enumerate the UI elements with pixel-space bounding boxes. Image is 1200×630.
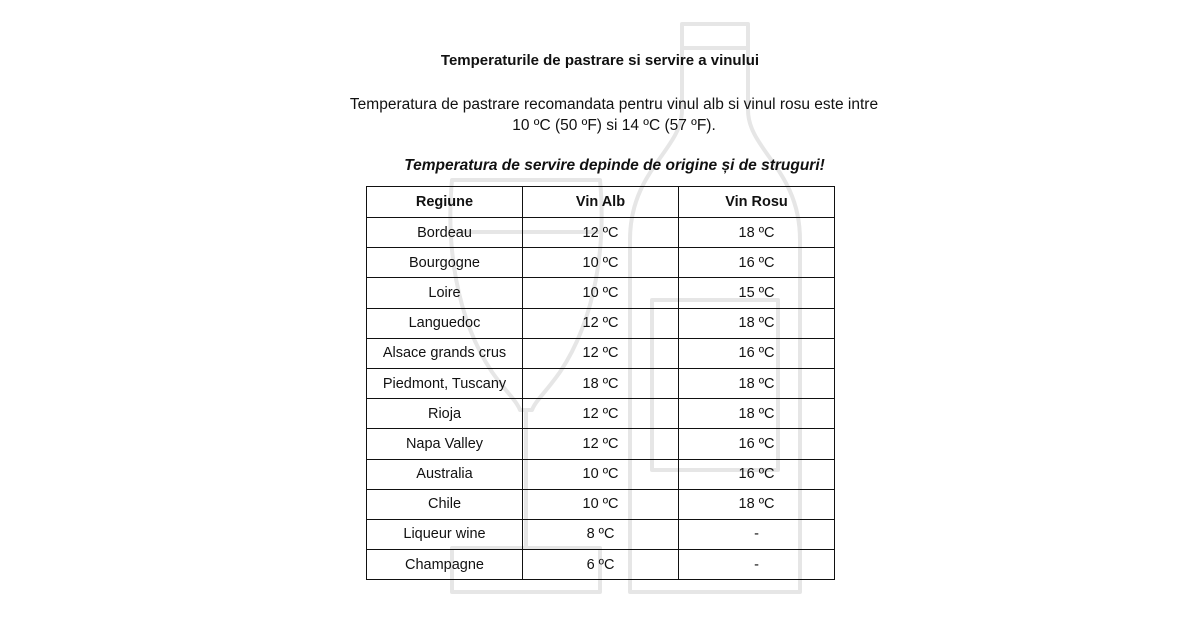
cell-white-wine: 12 ºC: [523, 218, 679, 248]
table-row: [367, 399, 835, 429]
subtitle: Temperatura de servire depinde de origine și de struguri!: [404, 157, 825, 174]
table-row: [367, 429, 835, 459]
cell-red-wine: 16 ºC: [679, 248, 835, 278]
cell-red-wine: 15 ºC: [679, 278, 835, 308]
cell-red-wine: 16 ºC: [679, 429, 835, 459]
cell-white-wine: 10 ºC: [523, 278, 679, 308]
header-red-wine: Vin Rosu: [679, 187, 835, 218]
cell-region: Piedmont, Tuscany: [367, 368, 523, 398]
table-row: [367, 248, 835, 278]
cell-region: Alsace grands crus: [367, 338, 523, 368]
table-row: [367, 308, 835, 338]
table-row: [367, 519, 835, 549]
cell-white-wine: 8 ºC: [523, 519, 679, 549]
table-row: [367, 550, 835, 580]
table-row: [367, 338, 835, 368]
cell-white-wine: 12 ºC: [523, 338, 679, 368]
cell-red-wine: 18 ºC: [679, 368, 835, 398]
cell-region: Bourgogne: [367, 248, 523, 278]
table-header-row: [367, 187, 835, 218]
cell-red-wine: 18 ºC: [679, 489, 835, 519]
cell-red-wine: 18 ºC: [679, 399, 835, 429]
table-row: [367, 278, 835, 308]
cell-region: Champagne: [367, 550, 523, 580]
table-row: [367, 459, 835, 489]
cell-red-wine: -: [679, 519, 835, 549]
page-title: Temperaturile de pastrare si servire a vinului: [440, 52, 760, 69]
cell-white-wine: 10 ºC: [523, 459, 679, 489]
cell-white-wine: 6 ºC: [523, 550, 679, 580]
cell-region: Napa Valley: [367, 429, 523, 459]
header-region: Regiune: [367, 187, 523, 218]
intro-text: Temperatura de pastrare recomandata pentru vinul alb si vinul rosu este intre 10 ºC (50 ºF) si 14 ºC (57 ºF).: [349, 96, 879, 134]
cell-region: Bordeau: [367, 218, 523, 248]
table-row: [367, 218, 835, 248]
cell-region: Rioja: [367, 399, 523, 429]
cell-red-wine: -: [679, 550, 835, 580]
cell-white-wine: 12 ºC: [523, 308, 679, 338]
cell-white-wine: 12 ºC: [523, 399, 679, 429]
cell-region: Loire: [367, 278, 523, 308]
temperature-table: [366, 186, 835, 580]
cell-region: Chile: [367, 489, 523, 519]
cell-red-wine: 16 ºC: [679, 459, 835, 489]
cell-red-wine: 16 ºC: [679, 338, 835, 368]
cell-region: Languedoc: [367, 308, 523, 338]
cell-white-wine: 10 ºC: [523, 248, 679, 278]
table-row: [367, 489, 835, 519]
cell-region: Liqueur wine: [367, 519, 523, 549]
cell-region: Australia: [367, 459, 523, 489]
cell-red-wine: 18 ºC: [679, 308, 835, 338]
cell-white-wine: 12 ºC: [523, 429, 679, 459]
cell-white-wine: 10 ºC: [523, 489, 679, 519]
header-white-wine: Vin Alb: [523, 187, 679, 218]
table-row: [367, 368, 835, 398]
cell-red-wine: 18 ºC: [679, 218, 835, 248]
cell-white-wine: 18 ºC: [523, 368, 679, 398]
